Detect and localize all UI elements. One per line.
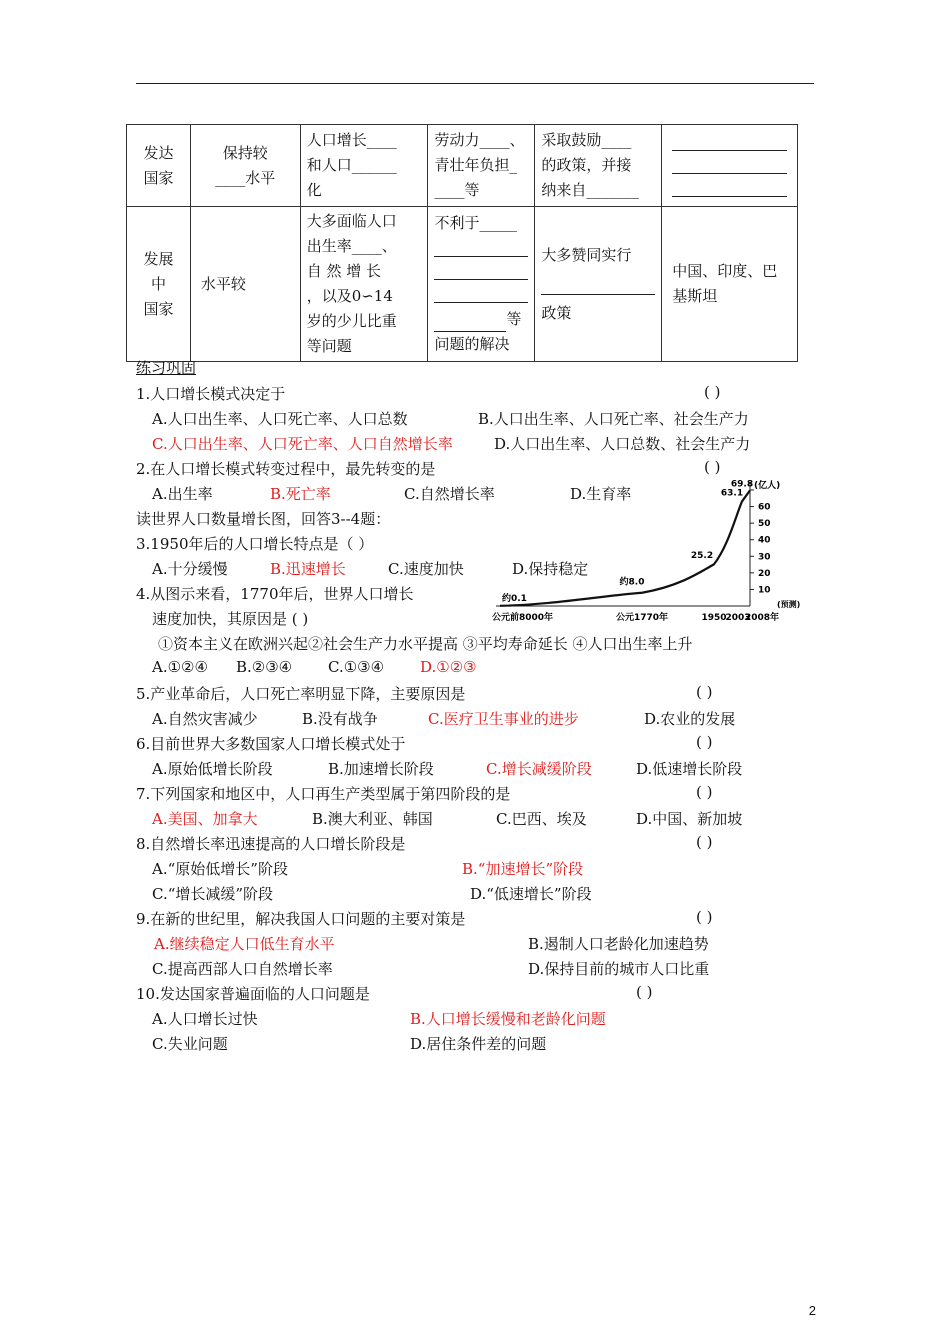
cell-text: ____水平 — [215, 168, 276, 187]
cell-examples — [662, 207, 798, 362]
table-row-developed — [127, 125, 798, 207]
y-tick-label: 30 — [758, 552, 771, 563]
cell-text: 大多赞同实行 — [541, 245, 632, 264]
blank-line — [672, 155, 787, 174]
cell-text: 大多面临人口 — [306, 212, 397, 230]
cell-text: 问题的解决 — [434, 335, 510, 353]
cell-type — [127, 125, 191, 207]
y-tick-label: 40 — [758, 535, 771, 546]
question-2: 2.在人口增长模式转变过程中，最先转变的是 — [136, 460, 436, 478]
cell-text: 中 — [150, 274, 166, 293]
answer-paren: ( ) — [696, 833, 713, 851]
answer-paren: ( ) — [696, 783, 713, 801]
cell-text: ，以及0∽14 — [306, 287, 393, 305]
cell-text: 政策 — [541, 303, 572, 322]
y-tick-label: 50 — [758, 519, 771, 530]
option-a: A.十分缓慢 — [152, 560, 228, 578]
cell-text: 中国、印度、巴 — [672, 262, 778, 280]
cell-text: 国家 — [143, 168, 174, 187]
option-d: D.低速增长阶段 — [636, 760, 743, 778]
y-unit-label: (亿人) — [754, 481, 781, 491]
y-tick-label: 10 — [758, 585, 771, 596]
question-9: 9.在新的世纪里，解决我国人口问题的主要对策是 — [136, 910, 466, 928]
option-c: C.提高西部人口自然增长率 — [152, 960, 333, 978]
option-b: B.遏制人口老龄化加速趋势 — [528, 935, 709, 953]
option-d: D.保持稳定 — [512, 560, 589, 578]
cell-text: 自 然 增 长 — [306, 262, 381, 280]
option-a: A.①②④ — [152, 658, 208, 676]
cell-examples — [662, 125, 798, 207]
cell-text: 采取鼓励____ — [541, 131, 632, 149]
header-rule — [136, 83, 814, 84]
data-label: 约0.1 — [502, 593, 527, 604]
cell-text: 纳来自_______ — [541, 181, 639, 199]
page-number: 2 — [808, 1303, 816, 1318]
cell-text: 等问题 — [306, 337, 352, 355]
x-tick-label: 2008年 — [744, 613, 780, 622]
cell-text: 水平较 — [200, 274, 246, 293]
option-c: C.①③④ — [328, 658, 385, 676]
question-4-items: ①资本主义在欧洲兴起②社会生产力水平提高 ③平均寿命延长 ④人口出生率上升 — [158, 635, 693, 653]
option-d: D.居住条件差的问题 — [410, 1035, 547, 1053]
blank-line — [434, 238, 528, 257]
cell-problems — [300, 207, 428, 362]
blank-line — [434, 284, 528, 303]
option-b-correct: B.死亡率 — [270, 485, 331, 503]
option-b-correct: B.迅速增长 — [270, 560, 346, 578]
blank-line — [672, 132, 787, 151]
cell-policy — [535, 207, 662, 362]
cell-text: ____等 — [434, 181, 480, 199]
cell-effects — [428, 207, 535, 362]
option-a-correct: A.美国、加拿大 — [152, 810, 258, 828]
y-tick-label: 20 — [758, 568, 771, 579]
chart-intro: 读世界人口数量增长图，回答3--4题： — [136, 510, 391, 528]
y-tick-label: 60 — [758, 502, 771, 513]
cell-text: 出生率____、 — [306, 237, 397, 255]
question-1: 1.人口增长模式决定于 — [136, 385, 286, 403]
cell-type — [127, 207, 191, 362]
option-c: C.失业问题 — [152, 1035, 228, 1053]
cell-level — [190, 207, 300, 362]
cell-text: 化 — [306, 181, 322, 199]
cell-text: 发达 — [143, 143, 174, 162]
option-c-correct: C.增长减缓阶段 — [486, 760, 592, 778]
option-c-correct: C.人口出生率、人口死亡率、人口自然增长率 — [152, 435, 453, 453]
cell-effects — [428, 125, 535, 207]
x-tick-label: 2003 — [725, 613, 751, 622]
answer-paren: ( ) — [704, 383, 721, 401]
option-c: C.巴西、埃及 — [496, 810, 587, 828]
data-label: 63.1 — [720, 488, 744, 499]
question-4-cont: 速度加快，其原因是 ( ) — [152, 610, 309, 628]
cell-level — [190, 125, 300, 207]
cell-text: 等 — [434, 307, 528, 332]
option-a: A.原始低增长阶段 — [152, 760, 273, 778]
x-tick-label: 公元1770年 — [615, 613, 669, 622]
option-d: D.人口出生率、人口总数、社会生产力 — [494, 435, 751, 453]
cell-text: 岁的少儿比重 — [306, 312, 397, 330]
question-8: 8.自然增长率迅速提高的人口增长阶段是 — [136, 835, 406, 853]
option-c: C.“增长减缓”阶段 — [152, 885, 274, 903]
option-d: D.生育率 — [570, 485, 632, 503]
x-tick-label: 公元前8000年 — [492, 613, 554, 622]
option-b: B.没有战争 — [302, 710, 378, 728]
cell-text: 不利于_____ — [434, 214, 517, 232]
option-b: B.人口出生率、人口死亡率、社会生产力 — [478, 410, 749, 428]
question-5: 5.产业革命后，人口死亡率明显下降，主要原因是 — [136, 685, 466, 703]
cell-text: 和人口______ — [306, 156, 397, 174]
option-b: B.加速增长阶段 — [328, 760, 434, 778]
option-a: A.“原始低增长”阶段 — [152, 860, 288, 878]
option-d: D.农业的发展 — [644, 710, 736, 728]
data-label: 约8.0 — [619, 577, 645, 588]
answer-paren: ( ) — [696, 683, 713, 701]
cell-text: 人口增长____ — [306, 131, 397, 149]
population-table — [126, 124, 798, 362]
data-label: 69.8 — [730, 479, 754, 490]
cell-text: 发展 — [143, 249, 174, 268]
option-a: A.出生率 — [152, 485, 213, 503]
cell-problems — [300, 125, 428, 207]
option-d: D.中国、新加坡 — [636, 810, 743, 828]
option-d: D.“低速增长”阶段 — [470, 885, 592, 903]
blank-line — [434, 261, 528, 280]
x-tick-label: 1950 — [701, 613, 727, 622]
question-10: 10.发达国家普遍面临的人口问题是 — [136, 985, 370, 1003]
option-c: C.自然增长率 — [404, 485, 495, 503]
option-d: D.保持目前的城市人口比重 — [528, 960, 710, 978]
option-b: B.②③④ — [236, 658, 293, 676]
world-population-chart — [492, 474, 822, 622]
cell-text: 保持较 — [222, 143, 268, 162]
section-heading: 练习巩固 — [136, 359, 197, 377]
cell-policy — [535, 125, 662, 207]
answer-paren: ( ) — [696, 908, 713, 926]
cell-text: 的政策，并接 — [541, 156, 632, 174]
option-a: A.人口出生率、人口死亡率、人口总数 — [152, 410, 408, 428]
cell-text: 国家 — [143, 299, 174, 318]
question-3: 3.1950年后的人口增长特点是（ ） — [136, 535, 374, 553]
question-6: 6.目前世界大多数国家人口增长模式处于 — [136, 735, 406, 753]
option-a-correct: A.继续稳定人口低生育水平 — [154, 935, 335, 953]
option-c-correct: C.医疗卫生事业的进步 — [428, 710, 579, 728]
answer-paren: ( ) — [636, 983, 653, 1001]
blank-line — [672, 178, 787, 197]
question-7: 7.下列国家和地区中，人口再生产类型属于第四阶段的是 — [136, 785, 511, 803]
forecast-label: (预测) — [777, 600, 801, 609]
table-row-developing — [127, 207, 798, 362]
question-4: 4.从图示来看，1770年后，世界人口增长 — [136, 585, 414, 603]
option-a: A.人口增长过快 — [152, 1010, 258, 1028]
option-b-correct: B.人口增长缓慢和老龄化问题 — [410, 1010, 606, 1028]
option-b: B.澳大利亚、韩国 — [312, 810, 433, 828]
answer-paren: ( ) — [704, 458, 721, 476]
option-d-correct: D.①②③ — [420, 658, 477, 676]
blank-line — [541, 276, 655, 295]
option-a: A.自然灾害减少 — [152, 710, 258, 728]
option-b-correct: B.“加速增长”阶段 — [462, 860, 584, 878]
option-c: C.速度加快 — [388, 560, 464, 578]
answer-paren: ( ) — [696, 733, 713, 751]
cell-text: 基斯坦 — [672, 287, 718, 305]
cell-text: 青壮年负担_ — [434, 156, 517, 174]
population-curve — [500, 490, 750, 606]
data-label: 25.2 — [690, 551, 714, 562]
cell-text: 劳动力____、 — [434, 131, 525, 149]
